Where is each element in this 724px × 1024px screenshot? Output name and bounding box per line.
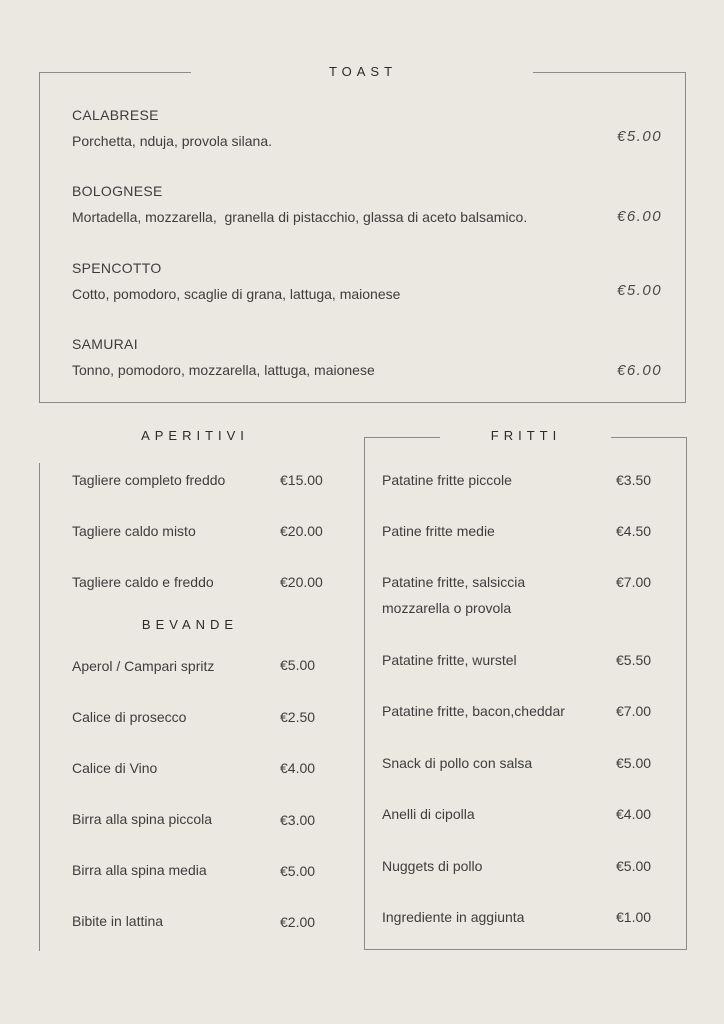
aperitivi-item-name: Tagliere caldo misto <box>72 523 196 539</box>
bevande-item-price: €5.00 <box>280 657 316 673</box>
toast-item-name: SAMURAI <box>72 336 138 352</box>
toast-item-price: €5.00 <box>617 128 663 145</box>
aperitivi-item-price: €20.00 <box>280 574 323 590</box>
toast-item-desc: Porchetta, nduja, provola silana. <box>72 133 273 149</box>
fritti-title: FRITTI <box>490 428 562 443</box>
toast-item-price: €5.00 <box>617 282 663 299</box>
fritti-item-name: Nuggets di pollo <box>382 858 483 874</box>
toast-bottom-line <box>39 402 686 403</box>
fritti-item-price: €7.00 <box>616 574 652 590</box>
toast-item-desc: Cotto, pomodoro, scaglie di grana, lattuga, maionese <box>72 286 401 302</box>
fritti-item-name: Patatine fritte, wurstel <box>382 652 517 668</box>
aperitivi-item-price: €20.00 <box>280 523 323 539</box>
toast-item-name: CALABRESE <box>72 107 159 123</box>
bevande-item-name: Aperol / Campari spritz <box>72 658 215 674</box>
toast-title: TOAST <box>328 64 398 79</box>
bevande-item-name: Calice di prosecco <box>72 709 187 725</box>
fritti-item-name: Snack di pollo con salsa <box>382 755 533 771</box>
fritti-item-price: €4.50 <box>616 523 652 539</box>
bevande-item-price: €4.00 <box>280 760 316 776</box>
fritti-item-price: €7.00 <box>616 703 652 719</box>
fritti-top-left-line <box>364 437 440 438</box>
bevande-item-name: Birra alla spina piccola <box>72 811 213 827</box>
bevande-item-price: €5.00 <box>280 863 316 879</box>
fritti-item-name: Anelli di cipolla <box>382 806 475 822</box>
bevande-item-price: €2.00 <box>280 914 316 930</box>
bevande-item-name: Calice di Vino <box>72 760 158 776</box>
bevande-item-price: €2.50 <box>280 709 316 725</box>
toast-left-line <box>39 72 40 403</box>
bevande-item-price: €3.00 <box>280 812 316 828</box>
fritti-item-price: €3.50 <box>616 472 652 488</box>
toast-item-price: €6.00 <box>617 362 663 379</box>
aperitivi-item-price: €15.00 <box>280 472 323 488</box>
bevande-item-name: Birra alla spina media <box>72 862 207 878</box>
fritti-item-name-line2: mozzarella o provola <box>382 600 512 616</box>
fritti-item-name: Patatine fritte, salsiccia <box>382 574 526 590</box>
aperitivi-item-name: Tagliere completo freddo <box>72 472 226 488</box>
fritti-item-price: €5.00 <box>616 755 652 771</box>
toast-item-desc: Mortadella, mozzarella, granella di pistacchio, glassa di aceto balsamico. <box>72 209 528 225</box>
bevande-item-name: Bibite in lattina <box>72 913 164 929</box>
toast-top-left-line <box>39 72 191 73</box>
bevande-title: BEVANDE <box>141 617 239 632</box>
fritti-item-name: Patine fritte medie <box>382 523 495 539</box>
toast-item-desc: Tonno, pomodoro, mozzarella, lattuga, maionese <box>72 362 375 378</box>
fritti-right-line <box>686 437 687 950</box>
fritti-item-name: Patatine fritte, bacon,cheddar <box>382 703 565 719</box>
toast-item-price: €6.00 <box>617 208 663 225</box>
aperitivi-title: APERITIVI <box>141 428 249 443</box>
fritti-bottom-line <box>364 949 687 950</box>
fritti-left-line <box>364 437 365 950</box>
aperitivi-item-name: Tagliere caldo e freddo <box>72 574 214 590</box>
fritti-item-name: Ingrediente in aggiunta <box>382 909 525 925</box>
fritti-item-price: €4.00 <box>616 806 652 822</box>
toast-item-name: BOLOGNESE <box>72 183 163 199</box>
fritti-item-price: €5.50 <box>616 652 652 668</box>
toast-item-name: SPENCOTTO <box>72 260 162 276</box>
fritti-item-price: €1.00 <box>616 909 652 925</box>
toast-top-right-line <box>533 72 686 73</box>
toast-right-line <box>685 72 686 403</box>
fritti-item-price: €5.00 <box>616 858 652 874</box>
fritti-item-name: Patatine fritte piccole <box>382 472 512 488</box>
fritti-top-right-line <box>611 437 687 438</box>
aperitivi-left-line <box>39 463 40 951</box>
